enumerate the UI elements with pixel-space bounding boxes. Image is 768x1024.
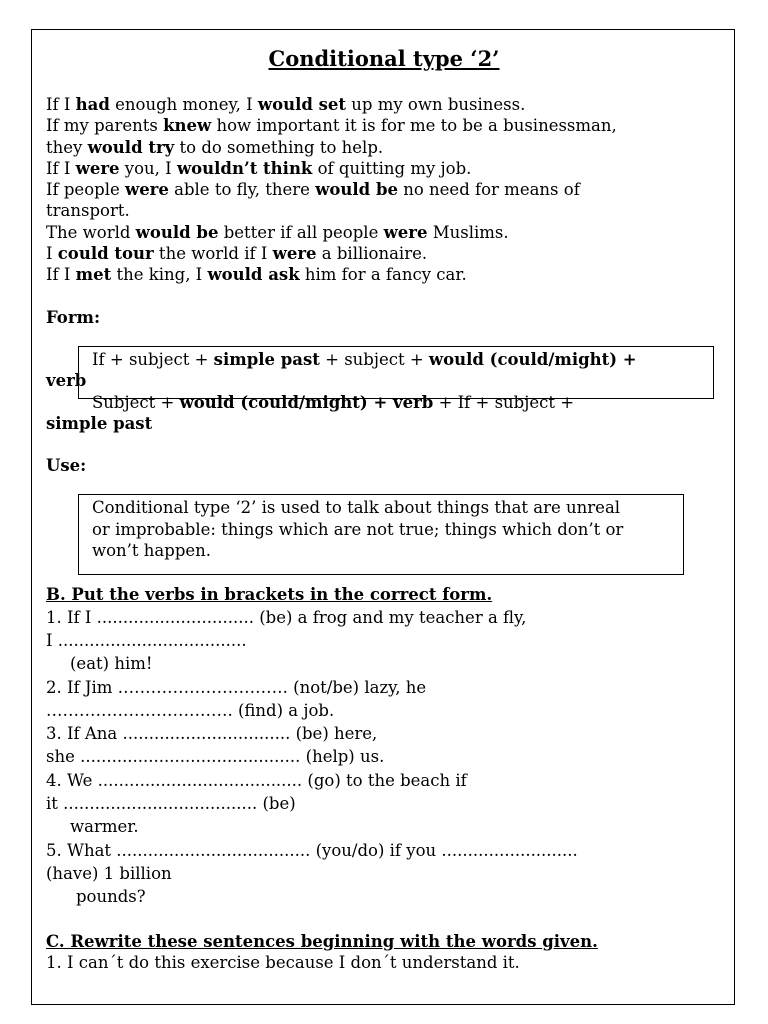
example-line: The world would be better if all people were Muslims. bbox=[46, 222, 509, 242]
example-line: If I were you, I wouldn’t think of quitting my job. bbox=[46, 158, 472, 178]
section-c-heading: C. Rewrite these sentences beginning with the words given. bbox=[46, 931, 598, 951]
exercise-line: 2. If Jim …………………………. (not/be) lazy, he bbox=[46, 677, 427, 697]
form-heading: Form: bbox=[46, 307, 101, 327]
exercise-line: 5. What ..................................... (you/do) if you .......................... bbox=[46, 840, 578, 860]
exercise-line: she .......................................... (help) us. bbox=[46, 747, 385, 767]
formula-line-1: If + subject + simple past + subject + would (could/might) + bbox=[92, 349, 637, 369]
use-heading: Use: bbox=[46, 456, 87, 476]
example-line: If I had enough money, I would set up my own business. bbox=[46, 95, 526, 114]
exercise-line: warmer. bbox=[70, 817, 139, 837]
exercise-line: I .................................... bbox=[46, 630, 247, 650]
example-line: If people were able to fly, there would be no need for means of bbox=[46, 180, 580, 200]
example-line: If I met the king, I would ask him for a fancy car. bbox=[46, 265, 467, 285]
formula-line-1-end: verb bbox=[46, 371, 87, 391]
example-line: I could tour the world if I were a billionaire. bbox=[46, 244, 428, 264]
formula-line-2: Subject + would (could/might) + verb + If + subject + bbox=[92, 392, 575, 412]
exercise-line: (eat) him! bbox=[70, 654, 153, 674]
exercise-line: 3. If Ana ................................ (be) here, bbox=[46, 724, 378, 744]
exercise-line: pounds? bbox=[76, 887, 146, 907]
example-line: If my parents knew how important it is for me to be a businessman, bbox=[46, 116, 617, 136]
section-b-heading: B. Put the verbs in brackets in the correct form. bbox=[46, 585, 493, 605]
exercise-line: ……………………………. (find) a job. bbox=[46, 700, 335, 720]
use-line: or improbable: things which are not true; things which don’t or bbox=[92, 519, 624, 539]
worksheet-content bbox=[46, 94, 726, 973]
exercise-line: (have) 1 billion bbox=[46, 863, 172, 883]
page-title: Conditional type ‘2’ bbox=[268, 46, 500, 71]
exercise-line: 4. We ....................................... (go) to the beach if bbox=[46, 770, 467, 790]
rewrite-line: 1. I can´t do this exercise because I don´t understand it. bbox=[46, 952, 520, 972]
example-line: they would try to do something to help. bbox=[46, 137, 384, 157]
example-line: transport. bbox=[46, 201, 130, 221]
exercise-line: it ..................................... (be) bbox=[46, 794, 296, 814]
use-line: Conditional type ‘2’ is used to talk about things that are unreal bbox=[92, 498, 621, 518]
formula-line-2-end: simple past bbox=[46, 413, 153, 433]
use-line: won’t happen. bbox=[92, 541, 212, 561]
exercise-line: 1. If I .............................. (be) a frog and my teacher a fly, bbox=[46, 607, 527, 627]
